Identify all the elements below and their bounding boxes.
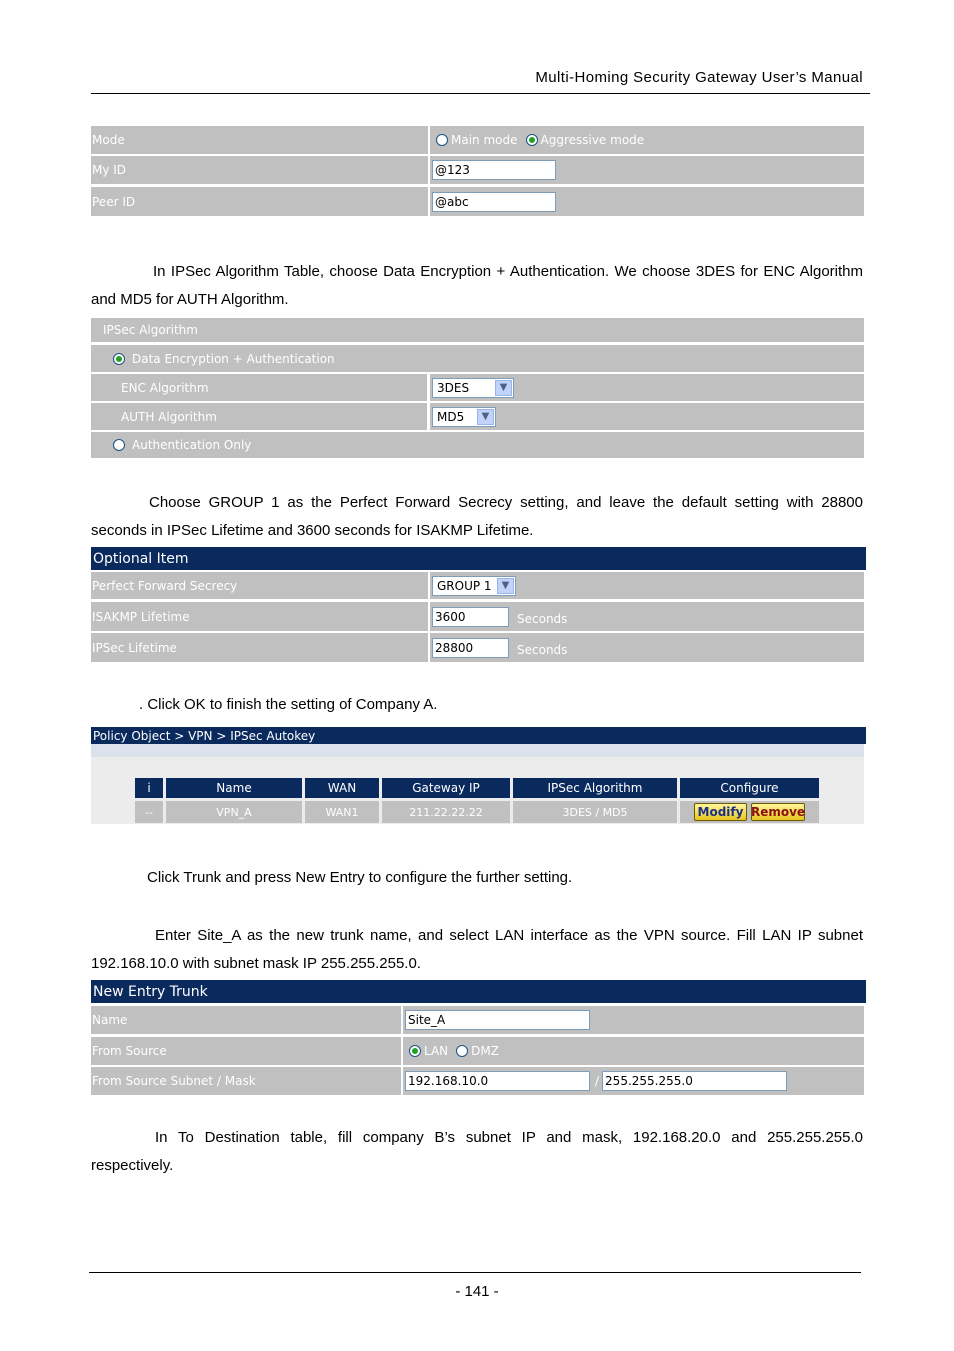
paragraph-pfs: Choose GROUP 1 as the Perfect Forward Secrecy setting, and leave the default setting with 28800 seconds in IPSec Lifetime and 3600 seconds for ISAKMP Lifetime. bbox=[91, 494, 863, 539]
enc-algorithm-row bbox=[91, 374, 864, 401]
my-id-row bbox=[91, 156, 864, 184]
data-encryption-row bbox=[91, 345, 864, 372]
ipsec-algorithm-title-row bbox=[91, 318, 864, 342]
table-row-wan: WAN1 bbox=[305, 801, 379, 823]
new-entry-trunk-table bbox=[91, 980, 864, 1095]
data-encryption-radio[interactable] bbox=[113, 353, 125, 365]
paragraph-destination: In To Destination table, fill company B’s subnet IP and mask, 192.168.20.0 and 255.255.255.0 respectively. bbox=[91, 1129, 863, 1174]
enc-algorithm-value: 3DES bbox=[437, 380, 470, 395]
auth-algorithm-select[interactable] bbox=[432, 407, 496, 427]
optional-item-table bbox=[91, 547, 864, 662]
modify-button[interactable]: Modify bbox=[694, 803, 747, 821]
subnet-mask-separator: / bbox=[595, 1074, 600, 1088]
source-subnet-row bbox=[91, 1067, 864, 1095]
main-mode-label: Main mode bbox=[451, 133, 518, 147]
chevron-down-icon: ▼ bbox=[477, 409, 494, 425]
remove-button[interactable]: Remove bbox=[750, 805, 806, 819]
source-mask-input[interactable]: 255.255.255.0 bbox=[602, 1071, 787, 1091]
trunk-name-label: Name bbox=[91, 1006, 401, 1034]
source-dmz-label: DMZ bbox=[471, 1044, 499, 1058]
col-header-gateway-ip: Gateway IP bbox=[382, 778, 510, 798]
chevron-down-icon: ▼ bbox=[495, 380, 512, 396]
ipsec-lifetime-row bbox=[91, 633, 864, 662]
peer-id-input[interactable]: @abc bbox=[432, 192, 556, 212]
my-id-label: My ID bbox=[91, 156, 428, 184]
paragraph-site-a: Enter Site_A as the new trunk name, and select LAN interface as the VPN source. Fill LAN IP subnet 192.168.10.0 with subnet mask IP 255.255.255.0. bbox=[91, 927, 863, 972]
authentication-only-radio[interactable] bbox=[113, 439, 125, 451]
col-header-index: i bbox=[135, 778, 163, 798]
auth-algorithm-value: MD5 bbox=[437, 409, 465, 424]
mode-label: Mode bbox=[91, 126, 428, 154]
from-source-label: From Source bbox=[91, 1037, 401, 1065]
auth-algorithm-label: AUTH Algorithm bbox=[91, 403, 427, 430]
source-lan-radio[interactable] bbox=[409, 1045, 421, 1057]
ipsec-algorithm-table bbox=[91, 318, 864, 458]
pfs-select[interactable] bbox=[432, 576, 516, 596]
mode-row bbox=[91, 126, 864, 154]
source-subnet-input[interactable]: 192.168.10.0 bbox=[405, 1071, 590, 1091]
col-header-ipsec-algorithm: IPSec Algorithm bbox=[513, 778, 677, 798]
autokey-breadcrumb: Policy Object > VPN > IPSec Autokey bbox=[91, 727, 866, 744]
pfs-label: Perfect Forward Secrecy bbox=[91, 572, 428, 599]
paragraph-trunk: Click Trunk and press New Entry to configure the further setting. bbox=[147, 869, 573, 886]
ipsec-lifetime-input[interactable]: 28800 bbox=[432, 638, 509, 658]
peer-id-row bbox=[91, 187, 864, 216]
isakmp-lifetime-row bbox=[91, 602, 864, 631]
source-subnet-label: From Source Subnet / Mask bbox=[91, 1067, 401, 1095]
new-entry-trunk-title: New Entry Trunk bbox=[91, 980, 866, 1003]
autokey-subheader-strip bbox=[91, 744, 864, 757]
authentication-only-row bbox=[91, 432, 864, 458]
ipsec-lifetime-label: IPSec Lifetime bbox=[91, 633, 428, 662]
enc-algorithm-label: ENC Algorithm bbox=[91, 374, 427, 401]
mode-value bbox=[430, 126, 864, 154]
manual-title: Multi-Homing Security Gateway User’s Manual bbox=[535, 69, 863, 86]
trunk-name-input[interactable]: Site_A bbox=[405, 1010, 590, 1030]
col-header-name: Name bbox=[166, 778, 302, 798]
from-source-row bbox=[91, 1037, 864, 1065]
pfs-row bbox=[91, 572, 864, 599]
paragraph-click-ok: . Click OK to finish the setting of Company A. bbox=[139, 696, 438, 713]
isakmp-seconds-unit: Seconds bbox=[517, 611, 568, 626]
table-row-ipsec-algorithm: 3DES / MD5 bbox=[513, 801, 677, 823]
table-row-gateway-ip: 211.22.22.22 bbox=[382, 801, 510, 823]
source-lan-label: LAN bbox=[424, 1044, 449, 1058]
ipsec-seconds-unit: Seconds bbox=[517, 642, 568, 657]
my-id-input[interactable]: @123 bbox=[432, 160, 556, 180]
main-mode-radio[interactable] bbox=[436, 134, 448, 146]
paragraph-ipsec-algorithm: In IPSec Algorithm Table, choose Data Encryption + Authentication. We choose 3DES for ENC Algorithm and MD5 for AUTH Algorithm. bbox=[91, 263, 863, 308]
authentication-only-label: Authentication Only bbox=[132, 438, 252, 452]
source-dmz-radio[interactable] bbox=[456, 1045, 468, 1057]
enc-algorithm-select[interactable] bbox=[432, 378, 514, 398]
page-number: - 141 - bbox=[455, 1283, 499, 1300]
aggressive-mode-radio[interactable] bbox=[526, 134, 538, 146]
chevron-down-icon: ▼ bbox=[497, 578, 514, 594]
table-row-index: -- bbox=[135, 801, 163, 823]
pfs-value: GROUP 1 bbox=[437, 578, 492, 593]
optional-item-title: Optional Item bbox=[91, 547, 866, 570]
auth-algorithm-row bbox=[91, 403, 864, 430]
data-encryption-label: Data Encryption + Authentication bbox=[132, 351, 335, 366]
col-header-wan: WAN bbox=[305, 778, 379, 798]
header-rule bbox=[91, 93, 870, 94]
isakmp-lifetime-input[interactable]: 3600 bbox=[432, 607, 509, 627]
table-row-name: VPN_A bbox=[166, 801, 302, 823]
peer-id-label: Peer ID bbox=[91, 187, 428, 216]
aggressive-mode-label: Aggressive mode bbox=[540, 133, 645, 147]
footer-rule bbox=[89, 1272, 861, 1273]
trunk-name-row bbox=[91, 1006, 864, 1034]
col-header-configure: Configure bbox=[680, 778, 819, 798]
ike-settings-table bbox=[91, 126, 864, 216]
ipsec-algorithm-title: IPSec Algorithm bbox=[91, 318, 864, 342]
isakmp-lifetime-label: ISAKMP Lifetime bbox=[91, 602, 428, 631]
ipsec-autokey-panel bbox=[91, 727, 864, 824]
autokey-grid bbox=[135, 778, 819, 824]
